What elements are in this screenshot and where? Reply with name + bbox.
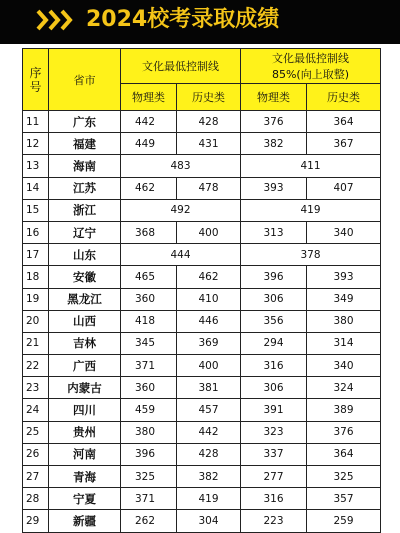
score-physics-85: 391 — [241, 399, 307, 421]
province-name: 广东 — [49, 111, 121, 133]
row-number: 11 — [23, 111, 49, 133]
score-history-85: 314 — [307, 332, 381, 354]
score-history: 457 — [177, 399, 241, 421]
province-name: 贵州 — [49, 421, 121, 443]
merged-score-full: 492 — [121, 199, 241, 221]
score-history-85: 376 — [307, 421, 381, 443]
score-physics-85: 382 — [241, 133, 307, 155]
merged-score-85: 419 — [241, 199, 381, 221]
row-number: 29 — [23, 510, 49, 532]
page-title: 2024校考录取成绩 — [86, 7, 280, 32]
score-physics: 368 — [121, 221, 177, 243]
header-group2-line1: 文化最低控制线 — [272, 52, 349, 65]
province-name: 黑龙江 — [49, 288, 121, 310]
province-name: 山西 — [49, 310, 121, 332]
province-name: 广西 — [49, 355, 121, 377]
header-seq-label: 序 号 — [29, 65, 42, 94]
table-row — [23, 466, 381, 488]
province-name: 安徽 — [49, 266, 121, 288]
table-row — [23, 266, 381, 288]
table-row — [23, 199, 381, 221]
header-province: 省市 — [49, 49, 121, 111]
score-physics: 371 — [121, 488, 177, 510]
table-row — [23, 377, 381, 399]
table-row — [23, 443, 381, 465]
score-physics-85: 306 — [241, 288, 307, 310]
score-history: 381 — [177, 377, 241, 399]
province-name: 海南 — [49, 155, 121, 177]
score-history: 382 — [177, 466, 241, 488]
table-row — [23, 332, 381, 354]
header-group2-line2: 85%(向上取整) — [271, 68, 350, 81]
row-number: 12 — [23, 133, 49, 155]
table-body — [23, 111, 381, 533]
table-row — [23, 355, 381, 377]
score-history: 419 — [177, 488, 241, 510]
subheader-physics-1: 物理类 — [121, 84, 177, 111]
table-row — [23, 510, 381, 532]
triple-chevron-right-icon — [36, 7, 76, 33]
score-history-85: 364 — [307, 111, 381, 133]
header-bar — [0, 0, 400, 44]
score-history-85: 389 — [307, 399, 381, 421]
row-number: 20 — [23, 310, 49, 332]
score-history: 428 — [177, 443, 241, 465]
score-history: 304 — [177, 510, 241, 532]
score-history-85: 367 — [307, 133, 381, 155]
row-number: 13 — [23, 155, 49, 177]
score-history-85: 340 — [307, 355, 381, 377]
subheader-physics-2: 物理类 — [241, 84, 307, 111]
row-number: 23 — [23, 377, 49, 399]
score-physics: 396 — [121, 443, 177, 465]
score-physics: 465 — [121, 266, 177, 288]
score-history: 478 — [177, 177, 241, 199]
province-name: 新疆 — [49, 510, 121, 532]
score-table — [22, 48, 381, 533]
table-row — [23, 155, 381, 177]
score-history-85: 407 — [307, 177, 381, 199]
merged-score-full: 444 — [121, 244, 241, 266]
subheader-history-2: 历史类 — [307, 84, 381, 111]
row-number: 17 — [23, 244, 49, 266]
header-seq — [23, 49, 49, 111]
table-header-row — [23, 49, 381, 84]
row-number: 25 — [23, 421, 49, 443]
province-name: 浙江 — [49, 199, 121, 221]
province-name: 辽宁 — [49, 221, 121, 243]
score-physics: 345 — [121, 332, 177, 354]
score-physics: 418 — [121, 310, 177, 332]
row-number: 28 — [23, 488, 49, 510]
score-physics: 442 — [121, 111, 177, 133]
score-physics: 449 — [121, 133, 177, 155]
score-physics-85: 393 — [241, 177, 307, 199]
table-row — [23, 133, 381, 155]
province-name: 江苏 — [49, 177, 121, 199]
score-physics-85: 294 — [241, 332, 307, 354]
score-history-85: 340 — [307, 221, 381, 243]
score-physics: 325 — [121, 466, 177, 488]
score-history: 400 — [177, 221, 241, 243]
merged-score-full: 483 — [121, 155, 241, 177]
table-row — [23, 111, 381, 133]
score-history: 400 — [177, 355, 241, 377]
score-history-85: 380 — [307, 310, 381, 332]
province-name: 吉林 — [49, 332, 121, 354]
score-physics: 360 — [121, 288, 177, 310]
table-row — [23, 221, 381, 243]
province-name: 福建 — [49, 133, 121, 155]
score-physics: 380 — [121, 421, 177, 443]
score-history: 410 — [177, 288, 241, 310]
table-row — [23, 177, 381, 199]
score-history-85: 357 — [307, 488, 381, 510]
header-group2 — [241, 49, 381, 84]
score-physics-85: 396 — [241, 266, 307, 288]
score-history-85: 364 — [307, 443, 381, 465]
province-name: 山东 — [49, 244, 121, 266]
score-physics-85: 223 — [241, 510, 307, 532]
province-name: 四川 — [49, 399, 121, 421]
table-row — [23, 488, 381, 510]
table-row — [23, 310, 381, 332]
table-row — [23, 421, 381, 443]
row-number: 15 — [23, 199, 49, 221]
score-history: 428 — [177, 111, 241, 133]
row-number: 26 — [23, 443, 49, 465]
row-number: 24 — [23, 399, 49, 421]
score-physics-85: 356 — [241, 310, 307, 332]
score-physics-85: 313 — [241, 221, 307, 243]
province-name: 宁夏 — [49, 488, 121, 510]
score-history-85: 325 — [307, 466, 381, 488]
merged-score-85: 378 — [241, 244, 381, 266]
score-history: 369 — [177, 332, 241, 354]
merged-score-85: 411 — [241, 155, 381, 177]
score-physics-85: 376 — [241, 111, 307, 133]
score-history-85: 324 — [307, 377, 381, 399]
header-group1: 文化最低控制线 — [121, 49, 241, 84]
province-name: 河南 — [49, 443, 121, 465]
score-history-85: 259 — [307, 510, 381, 532]
score-physics-85: 337 — [241, 443, 307, 465]
province-name: 内蒙古 — [49, 377, 121, 399]
score-physics: 371 — [121, 355, 177, 377]
table-row — [23, 244, 381, 266]
score-history: 442 — [177, 421, 241, 443]
row-number: 14 — [23, 177, 49, 199]
row-number: 27 — [23, 466, 49, 488]
score-physics-85: 323 — [241, 421, 307, 443]
subheader-history-1: 历史类 — [177, 84, 241, 111]
score-physics-85: 306 — [241, 377, 307, 399]
score-physics: 462 — [121, 177, 177, 199]
table-row — [23, 288, 381, 310]
score-history-85: 349 — [307, 288, 381, 310]
row-number: 22 — [23, 355, 49, 377]
score-history: 446 — [177, 310, 241, 332]
score-history-85: 393 — [307, 266, 381, 288]
score-physics: 262 — [121, 510, 177, 532]
row-number: 18 — [23, 266, 49, 288]
row-number: 19 — [23, 288, 49, 310]
score-physics: 360 — [121, 377, 177, 399]
score-history: 431 — [177, 133, 241, 155]
score-physics: 459 — [121, 399, 177, 421]
score-physics-85: 316 — [241, 355, 307, 377]
score-physics-85: 277 — [241, 466, 307, 488]
score-physics-85: 316 — [241, 488, 307, 510]
score-history: 462 — [177, 266, 241, 288]
table-row — [23, 399, 381, 421]
row-number: 16 — [23, 221, 49, 243]
province-name: 青海 — [49, 466, 121, 488]
row-number: 21 — [23, 332, 49, 354]
